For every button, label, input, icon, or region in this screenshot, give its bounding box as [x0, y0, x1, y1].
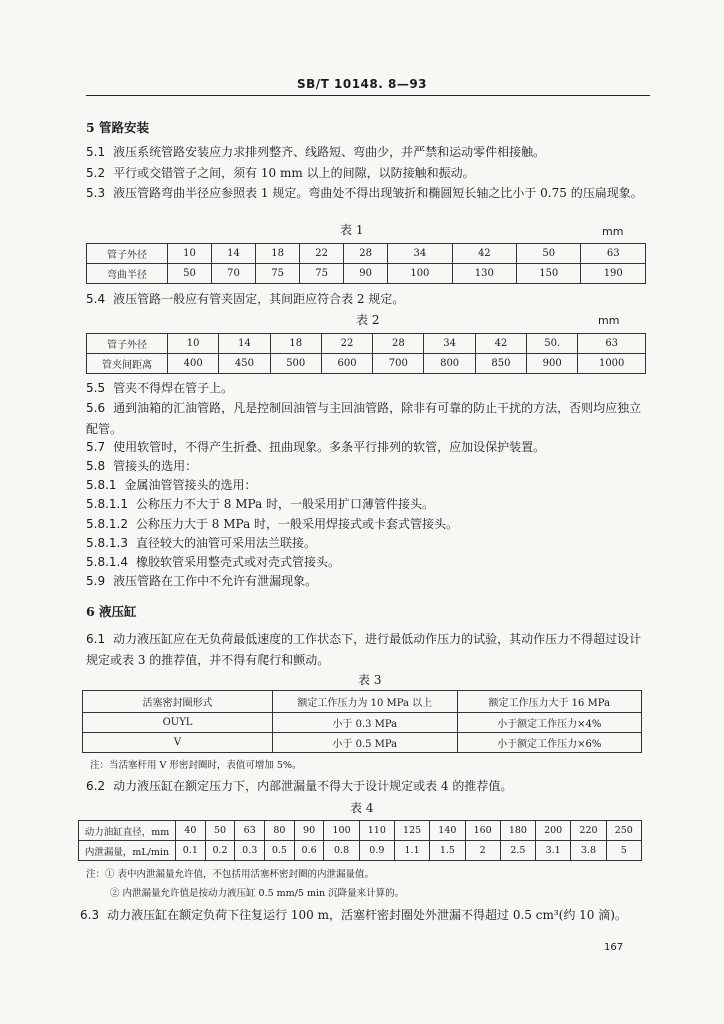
table4-caption: 表 4	[350, 801, 374, 815]
table-cell: 2.5	[500, 841, 535, 861]
table-cell: 40	[176, 821, 206, 841]
row-header-cell: 管夹间距离	[87, 354, 168, 374]
table-cell: 10	[168, 244, 212, 264]
table-row	[87, 244, 646, 264]
table-cell: 250	[606, 821, 641, 841]
table-cell: 0.2	[205, 841, 235, 861]
para-number: 6.2	[86, 779, 106, 793]
table-cell: 220	[571, 821, 606, 841]
table4-note-2: ② 内泄漏量允许值是按动力液压缸 0.5 mm/5 min 沉降量来计算的。	[110, 888, 405, 899]
table-cell: 130	[452, 264, 516, 284]
para-number: 5.4	[86, 292, 106, 306]
table2-unit: mm	[598, 314, 620, 327]
table-4	[78, 820, 642, 861]
table-cell: 63	[578, 334, 646, 354]
table-cell: 0.3	[235, 841, 265, 861]
para-text: 动力液压缸在额定负荷下往复运行 100 m，活塞杆密封圈处外泄漏不得超过 0.5 cm³(约 10 滴)。	[107, 908, 627, 922]
para-number: 5.2	[86, 166, 106, 180]
table-cell: 50.	[527, 334, 578, 354]
para-text: 液压系统管路安装应力求排列整齐、线路短、弯曲少，并严禁和运动零件相接触。	[113, 145, 546, 159]
header-rule	[86, 95, 650, 96]
table-cell: 42	[452, 244, 516, 264]
para-text: 动力液压缸在额定压力下，内部泄漏量不得大于设计规定或表 4 的推荐值。	[113, 779, 513, 793]
row-header-cell: 弯曲半径	[87, 264, 168, 284]
para-number: 5.9	[86, 574, 106, 588]
table-cell: 22	[321, 334, 372, 354]
para-5-3	[86, 183, 646, 204]
para-number: 5.8.1.3	[86, 536, 128, 550]
table-cell: 22	[300, 244, 344, 264]
table-cell: 28	[344, 244, 388, 264]
para-text: 通到油箱的汇油管路，凡是控制回油管与主回油管路，除非有可靠的防止干扰的方法，否则均应独立配管。	[86, 401, 642, 436]
table-cell: 100	[388, 264, 452, 284]
table-row	[79, 841, 642, 861]
para-5-9	[86, 571, 646, 592]
para-5-8-1-4	[86, 552, 646, 573]
table-cell: 70	[212, 264, 256, 284]
table-cell: 63	[235, 821, 265, 841]
table-cell: 0.8	[324, 841, 359, 861]
para-number: 5.7	[86, 440, 106, 454]
table-cell: 63	[581, 244, 646, 264]
table-cell: 1000	[578, 354, 646, 374]
table-cell: 75	[300, 264, 344, 284]
table-cell: 850	[475, 354, 526, 374]
table-cell: 110	[359, 821, 394, 841]
para-text: 金属油管管接头的选用：	[124, 478, 257, 492]
para-5-6	[86, 398, 646, 440]
para-5-7	[86, 437, 646, 458]
table-1	[86, 243, 646, 284]
table-cell: 3.1	[536, 841, 571, 861]
table-cell: 小于 0.3 MPa	[273, 713, 457, 733]
para-number: 6.1	[86, 632, 106, 646]
table-cell: 900	[527, 354, 578, 374]
row-header-cell: 管子外径	[87, 334, 168, 354]
table-cell: 18	[270, 334, 321, 354]
section-5-title: 5 管路安装	[86, 120, 150, 135]
table-cell: 1.1	[394, 841, 429, 861]
table-cell: 700	[373, 354, 424, 374]
table2-caption: 表 2	[356, 313, 380, 327]
para-number: 5.8	[86, 459, 106, 473]
para-5-2	[86, 163, 646, 184]
table-cell: 42	[475, 334, 526, 354]
column-header: 活塞密封圈形式	[83, 691, 273, 713]
table-cell: 150	[517, 264, 581, 284]
table-cell: 0.5	[265, 841, 295, 861]
column-header: 额定工作压力为 10 MPa 以上	[273, 691, 457, 713]
table3-caption: 表 3	[358, 673, 382, 687]
para-text: 橡胶软管采用整壳式或对壳式管接头。	[135, 555, 340, 569]
para-number: 5.8.1.4	[86, 555, 128, 569]
row-header-cell: OUYL	[83, 713, 273, 733]
para-number: 5.8.1.2	[86, 517, 128, 531]
table-cell: 小于 0.5 MPa	[273, 733, 457, 753]
table-cell: 400	[168, 354, 219, 374]
para-text: 液压管路一般应有管夹固定，其间距应符合表 2 规定。	[113, 292, 405, 306]
para-text: 直径较大的油管可采用法兰联接。	[135, 536, 316, 550]
table-cell: 1.5	[430, 841, 465, 861]
table-cell: 0.1	[176, 841, 206, 861]
table-row	[87, 264, 646, 284]
page-header: SB/T 10148. 8—93	[296, 77, 428, 91]
para-5-1	[86, 142, 646, 163]
para-text: 液压管路弯曲半径应参照表 1 规定。弯曲处不得出现皱折和椭圆短长轴之比小于 0.75 的压扁现象。	[113, 186, 643, 200]
table-2	[86, 333, 646, 374]
table-cell: 50	[168, 264, 212, 284]
para-number: 6.3	[80, 908, 100, 922]
table-cell: 600	[321, 354, 372, 374]
table-cell: 10	[168, 334, 219, 354]
para-text: 动力液压缸应在无负荷最低速度的工作状态下，进行最低动作压力的试验，其动作压力不得超过设计规定或表 3 的推荐值，并不得有爬行和颤动。	[86, 632, 642, 667]
para-number: 5.1	[86, 145, 106, 159]
table-cell: 75	[256, 264, 300, 284]
table-cell: 14	[212, 244, 256, 264]
table-cell: 3.8	[571, 841, 606, 861]
para-text: 管夹不得焊在管子上。	[113, 381, 234, 395]
para-number: 5.8.1	[86, 478, 117, 492]
table-cell: 800	[424, 354, 475, 374]
table-cell: 5	[606, 841, 641, 861]
row-header-cell: 动力油缸直径，mm	[79, 821, 176, 841]
para-text: 管接头的选用：	[113, 459, 198, 473]
table-row	[83, 733, 642, 753]
para-5-4	[86, 289, 646, 310]
table1-caption: 表 1	[340, 223, 364, 237]
table-row	[79, 821, 642, 841]
para-6-3	[80, 905, 640, 926]
table-header-row	[83, 691, 642, 713]
table-cell: 34	[388, 244, 452, 264]
para-text: 液压管路在工作中不允许有泄漏现象。	[113, 574, 318, 588]
table-cell: 2	[465, 841, 500, 861]
table-cell: 34	[424, 334, 475, 354]
table-cell: 80	[265, 821, 295, 841]
table3-note: 注：当活塞杆用 V 形密封圈时，表值可增加 5%。	[90, 760, 302, 771]
para-6-2	[86, 776, 646, 797]
table-3	[82, 690, 642, 753]
table-cell: 160	[465, 821, 500, 841]
para-text: 公称压力不大于 8 MPa 时，一般采用扩口薄管件接头。	[135, 497, 435, 511]
section-6-title: 6 液压缸	[86, 604, 137, 619]
table-cell: 500	[270, 354, 321, 374]
table-cell: 18	[256, 244, 300, 264]
para-5-8	[86, 456, 646, 477]
para-number: 5.3	[86, 186, 106, 200]
row-header-cell: 内泄漏量，mL/min	[79, 841, 176, 861]
table-cell: 0.9	[359, 841, 394, 861]
para-5-8-1-2	[86, 514, 646, 535]
column-header: 额定工作压力大于 16 MPa	[457, 691, 641, 713]
table-cell: 125	[394, 821, 429, 841]
para-number: 5.6	[86, 401, 106, 415]
table-cell: 50	[205, 821, 235, 841]
table-cell: 小于额定工作压力×6%	[457, 733, 641, 753]
table-row	[87, 354, 646, 374]
table-cell: 180	[500, 821, 535, 841]
table-cell: 100	[324, 821, 359, 841]
para-5-8-1-3	[86, 533, 646, 554]
para-number: 5.8.1.1	[86, 497, 128, 511]
para-text: 使用软管时，不得产生折叠、扭曲现象。多条平行排列的软管，应加设保护装置。	[113, 440, 546, 454]
table1-unit: mm	[602, 225, 624, 238]
table4-note-1: 注：① 表中内泄漏量允许值，不包括用活塞杯密封圈的内泄漏量值。	[86, 869, 375, 880]
para-text: 公称压力大于 8 MPa 时，一般采用焊接式或卡套式管接头。	[135, 517, 459, 531]
table-cell: 90	[344, 264, 388, 284]
table-cell: 14	[219, 334, 270, 354]
table-cell: 450	[219, 354, 270, 374]
table-cell: 50	[517, 244, 581, 264]
row-header-cell: 管子外径	[87, 244, 168, 264]
para-5-8-1-1	[86, 494, 646, 515]
table-cell: 140	[430, 821, 465, 841]
table-cell: 90	[294, 821, 324, 841]
row-header-cell: V	[83, 733, 273, 753]
para-5-8-1	[86, 475, 646, 496]
table-cell: 0.6	[294, 841, 324, 861]
para-text: 平行或交错管子之间，须有 10 mm 以上的间隙，以防接触和振动。	[113, 166, 475, 180]
table-row	[87, 334, 646, 354]
para-6-1	[86, 629, 646, 671]
para-5-5	[86, 378, 646, 399]
table-cell: 28	[373, 334, 424, 354]
table-row	[83, 713, 642, 733]
table-cell: 小于额定工作压力×4%	[457, 713, 641, 733]
table-cell: 200	[536, 821, 571, 841]
para-number: 5.5	[86, 381, 106, 395]
table-cell: 190	[581, 264, 646, 284]
page-number: 167	[604, 942, 624, 953]
